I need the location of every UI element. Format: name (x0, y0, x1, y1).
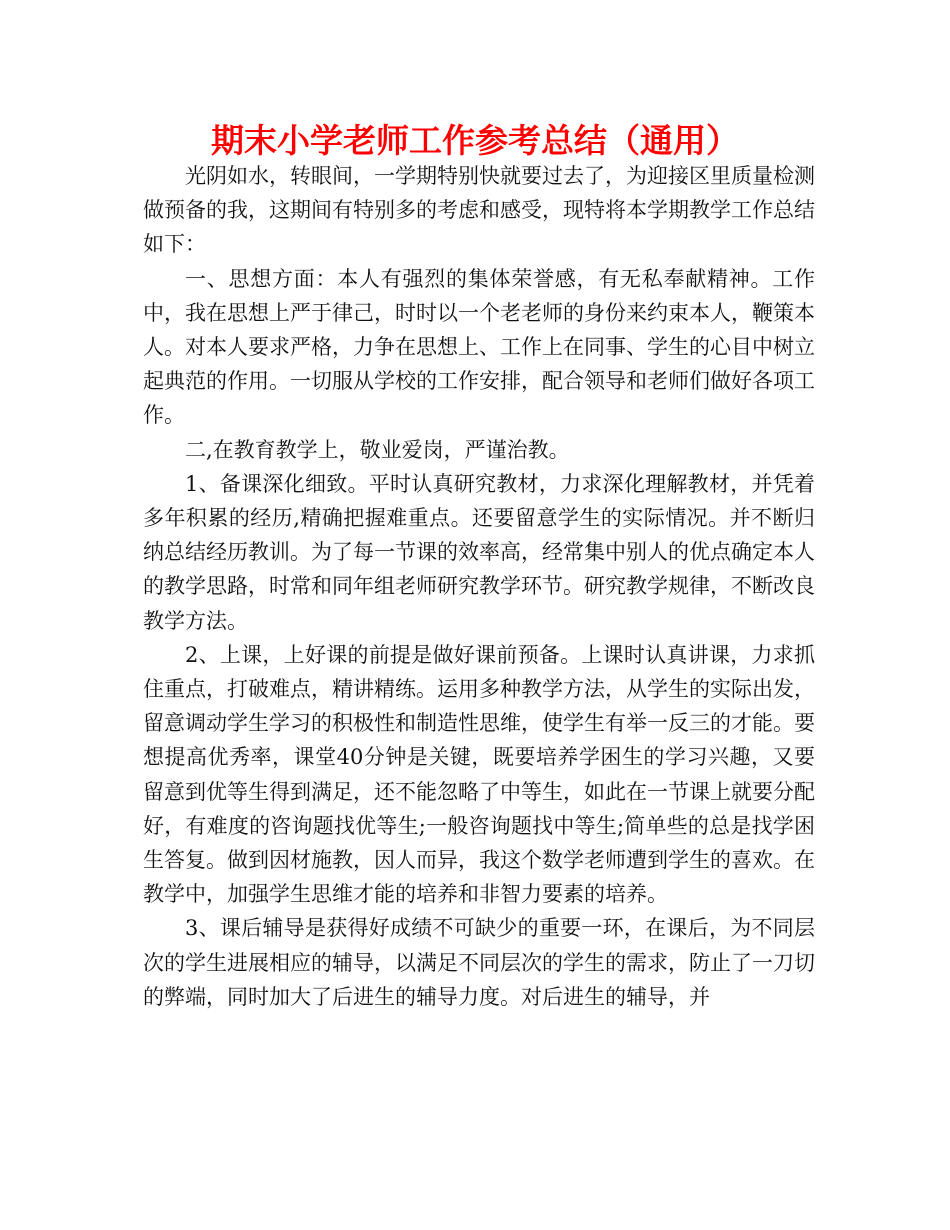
paragraph-tutoring: 3、课后辅导是获得好成绩不可缺少的重要一环，在课后，为不同层次的学生进展相应的辅导，以满足不同层次的学生的需求，防止了一刀切的弊端，同时加大了后进生的辅导力度。对后进生的辅导，并 (143, 916, 815, 1009)
document-title: 期末小学老师工作参考总结（通用） (211, 121, 739, 160)
paragraph-lesson-prep: 1、备课深化细致。平时认真研究教材，力求深化理解教材，并凭着多年积累的经历,精确把握难重点。还要留意学生的实际情况。并不断归纳总结经历教训。为了每一节课的效率高，经常集中别人的优点确定本人的教学思路，时常和同年组老师研究教学环节。研究教学规律，不断改良教学方法。 (143, 471, 815, 633)
paragraph-class: 2、上课，上好课的前提是做好课前预备。上课时认真讲课，力求抓住重点，打破难点，精讲精练。运用多种教学方法，从学生的实际出发，留意调动学生学习的积极性和制造性思维，使学生有举一反三的才能。要想提高优秀率，课堂40分钟是关键，既要培养学困生的学习兴趣，又要留意到优等生得到满足，还不能忽略了中等生，如此在一节课上就要分配好，有难度的咨询题找优等生;一般咨询题找中等生;简单些的总是找学困生答复。做到因材施教，因人而异，我这个数学老师遭到学生的喜欢。在教学中，加强学生思维才能的培养和非智力要素的培养。 (143, 642, 815, 907)
document-body (143, 159, 815, 1014)
paragraph-teaching-heading: 二,在教育教学上，敬业爱岗，严谨治教。 (185, 437, 570, 462)
paragraph-thought: 一、思想方面：本人有强烈的集体荣誉感，有无私奉献精神。工作中，我在思想上严于律己，时时以一个老老师的身份来约束本人，鞭策本人。对本人要求严格，力争在思想上、工作上在同事、学生的心目中树立起典范的作用。一切服从学校的工作安排，配合领导和老师们做好各项工作。 (143, 266, 815, 428)
paragraph-intro: 光阴如水，转眼间，一学期特别快就要过去了，为迎接区里质量检测做预备的我，这期间有特别多的考虑和感受，现特将本学期教学工作总结如下： (143, 164, 815, 257)
